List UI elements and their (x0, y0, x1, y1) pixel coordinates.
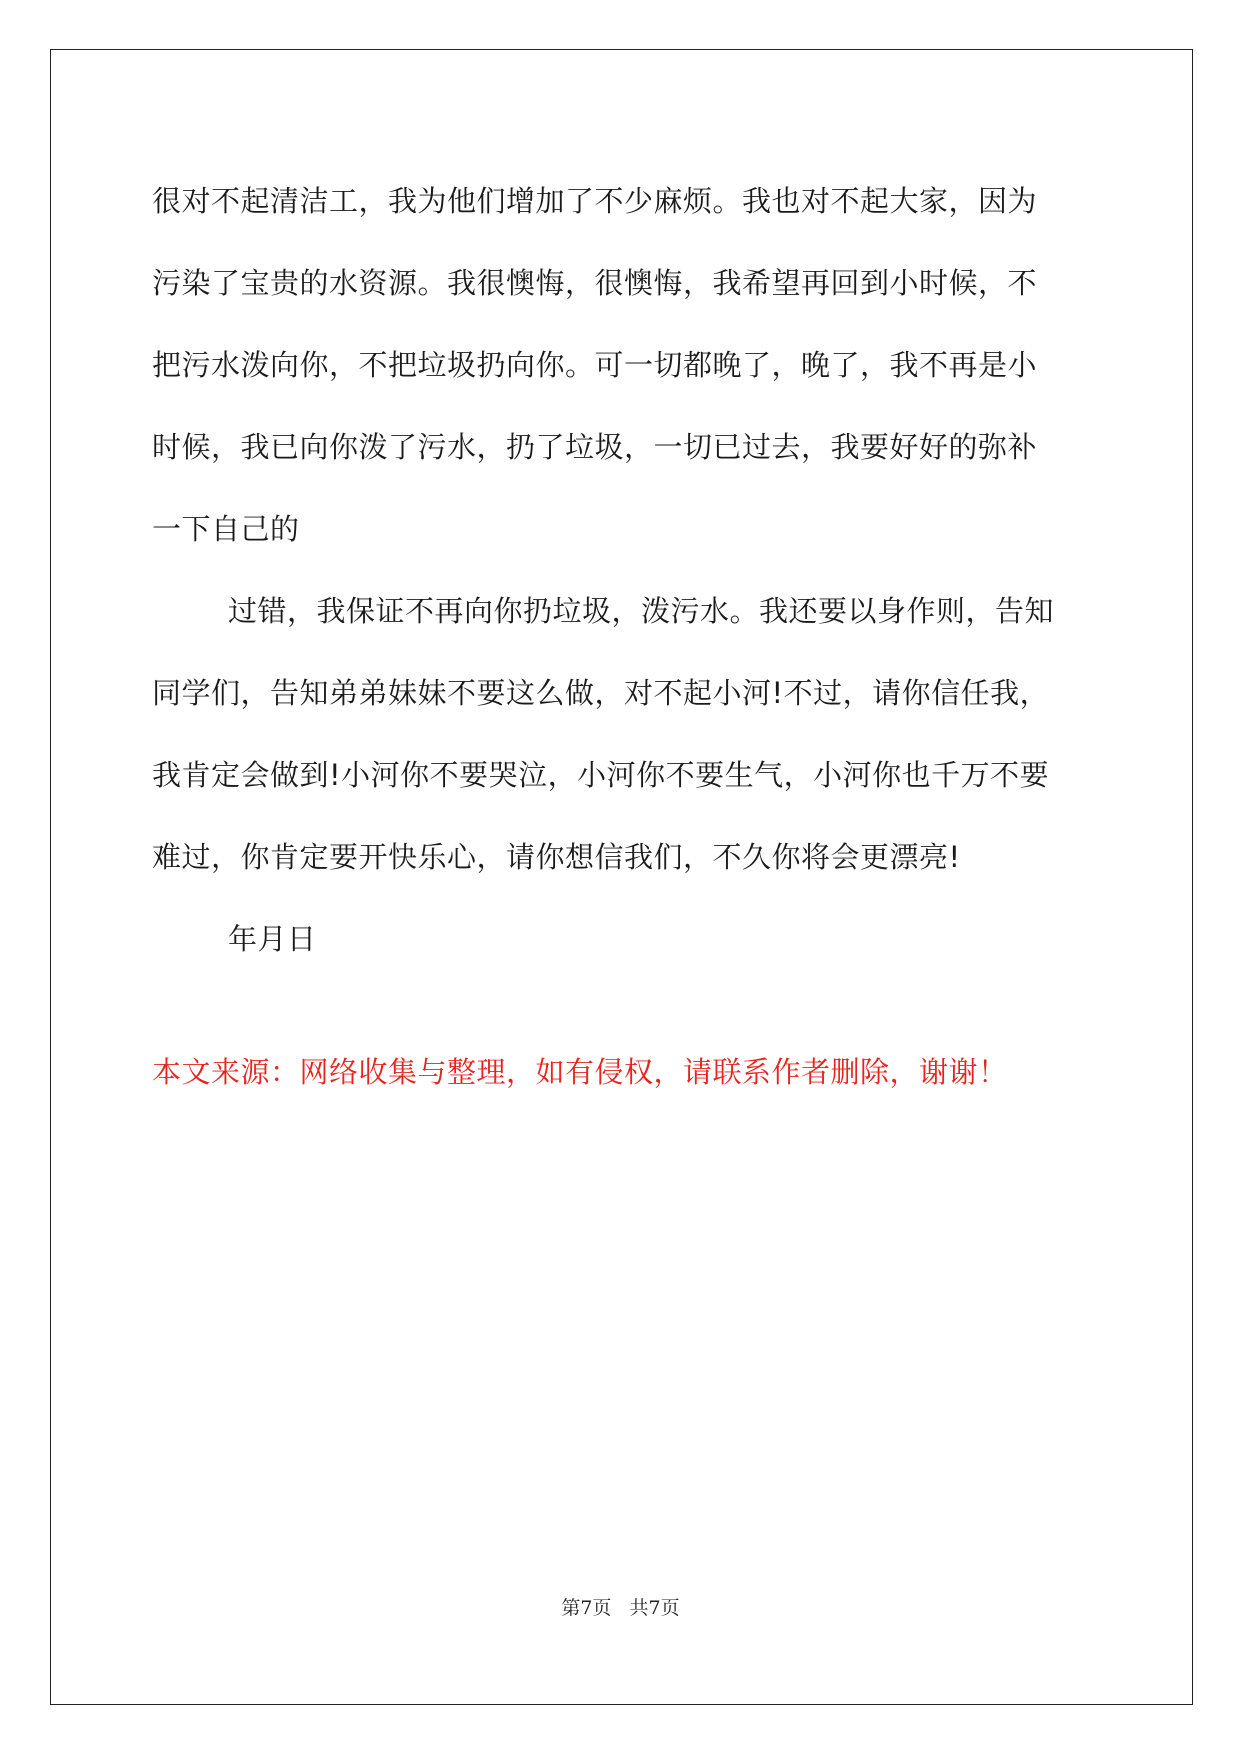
paragraph-line: 时候，我已向你泼了污水，扔了垃圾，一切已过去，我要好好的弥补 (152, 430, 1038, 464)
date-line: 年月日 (228, 922, 317, 956)
paragraph-line: 一下自己的 (152, 512, 300, 546)
paragraph-line: 同学们，告知弟弟妹妹不要这么做，对不起小河!不过，请你信任我， (152, 676, 1050, 710)
source-note: 本文来源：网络收集与整理，如有侵权，请联系作者删除，谢谢！ (152, 1055, 1008, 1089)
paragraph-line: 难过，你肯定要开快乐心，请你想信我们，不久你将会更漂亮! (152, 840, 961, 874)
paragraph-line: 把污水泼向你，不把垃圾扔向你。可一切都晚了，晚了，我不再是小 (152, 348, 1038, 382)
document-body (152, 160, 1092, 980)
paragraph-line: 过错，我保证不再向你扔垃圾，泼污水。我还要以身作则，告知 (228, 594, 1055, 628)
paragraph-line: 我肯定会做到!小河你不要哭泣，小河你不要生气，小河你也千万不要 (152, 758, 1050, 792)
paragraph-line: 污染了宝贵的水资源。我很懊悔，很懊悔，我希望再回到小时候，不 (152, 266, 1038, 300)
paragraph-line: 很对不起清洁工，我为他们增加了不少麻烦。我也对不起大家，因为 (152, 184, 1038, 218)
page-footer: 第7页 共7页 (561, 1597, 680, 1619)
